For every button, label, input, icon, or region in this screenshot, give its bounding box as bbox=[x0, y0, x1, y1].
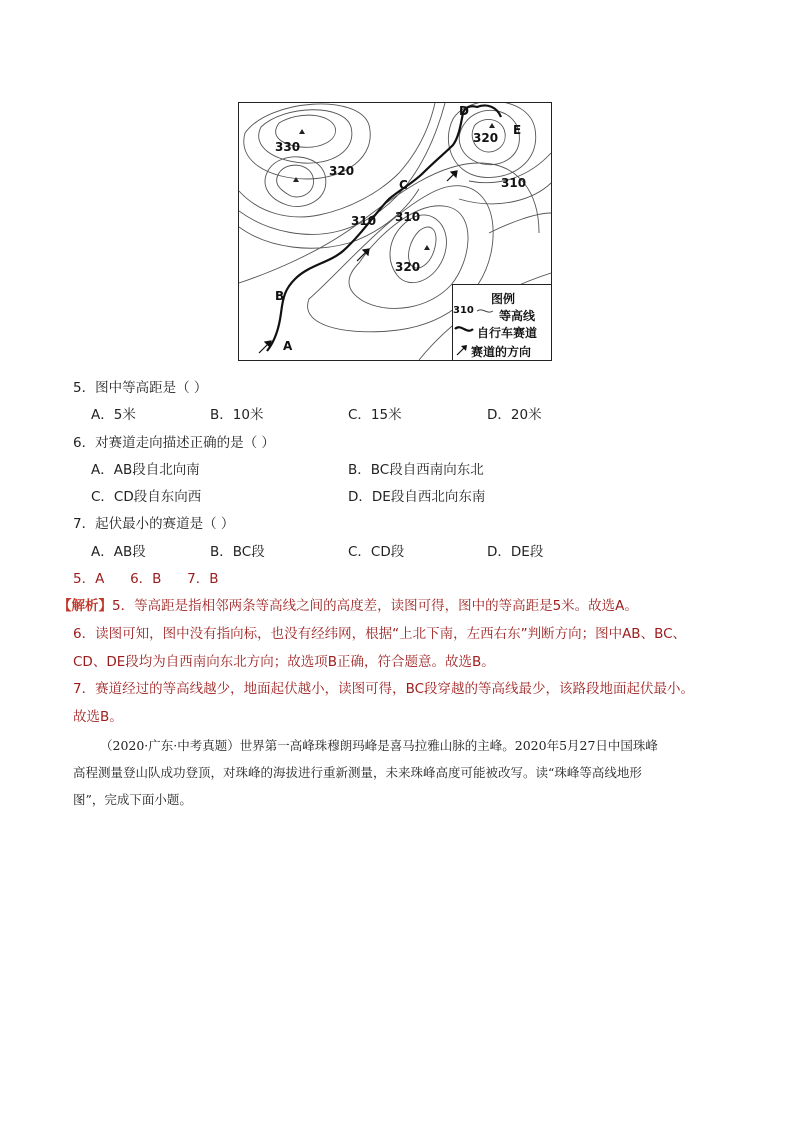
legend-contour-label: 等高线 bbox=[499, 309, 536, 323]
legend-direction-label: 赛道的方向 bbox=[471, 345, 532, 359]
contour-label-320: 320 bbox=[329, 164, 355, 178]
question-7-stem: 7．起伏最小的赛道是（ ） bbox=[73, 516, 235, 532]
question-5-option-b: B．10米 bbox=[210, 407, 264, 423]
question-6-option-c: C．CD段自东向西 bbox=[91, 489, 202, 505]
contour-map-figure bbox=[238, 102, 552, 361]
question-6-option-d: D．DE段自西北向东南 bbox=[348, 489, 486, 505]
next-intro-line-2: 高程测量登山队成功登顶，对珠峰的海拔进行重新测量，未来珠峰高度可能被改写。读“珠峰等高线地形 bbox=[73, 765, 642, 780]
question-7-option-b: B．BC段 bbox=[210, 544, 265, 560]
map-legend bbox=[452, 284, 551, 360]
legend-route-label: 自行车赛道 bbox=[477, 326, 538, 340]
question-6-stem: 6．对赛道走向描述正确的是（ ） bbox=[73, 435, 275, 451]
question-5-option-c: C．15米 bbox=[348, 407, 402, 423]
question-7-option-c: C．CD段 bbox=[348, 544, 405, 560]
question-6-option-b: B．BC段自西南向东北 bbox=[348, 462, 484, 478]
next-intro-line-1: （2020·广东·中考真题）世界第一高峰珠穆朗玛峰是喜马拉雅山脉的主峰。2020年5月27日中国珠峰 bbox=[100, 738, 658, 753]
analysis-line-3: CD、DE段均为自西南向东北方向；故选项B正确，符合题意。故选B。 bbox=[73, 654, 495, 670]
route-point-e: E bbox=[513, 123, 522, 137]
route-point-b: B bbox=[275, 289, 285, 303]
analysis-line-4: 7．赛道经过的等高线越少，地面起伏越小，读图可得，BC段穿越的等高线最少，该路段地面起伏最小。 bbox=[73, 681, 695, 697]
analysis-line-5: 故选B。 bbox=[73, 709, 123, 725]
route-point-d: D bbox=[459, 104, 469, 118]
question-7-option-a: A．AB段 bbox=[91, 544, 146, 560]
legend-title: 图例 bbox=[491, 292, 516, 306]
analysis-text: 5．等高距是指相邻两条等高线之间的高度差，读图可得，图中的等高距是5米。故选A。 bbox=[112, 598, 638, 614]
contour-label-310: 310 bbox=[351, 214, 377, 228]
contour-label-320: 320 bbox=[395, 260, 421, 274]
contour-label-310: 310 bbox=[395, 210, 421, 224]
question-7-option-d: D．DE段 bbox=[487, 544, 544, 560]
analysis-line-2: 6．读图可知，图中没有指向标，也没有经纬网，根据“上北下南，左西右东”判断方向；图中AB、BC、 bbox=[73, 626, 687, 642]
contour-label-310: 310 bbox=[501, 176, 527, 190]
question-5-option-a: A．5米 bbox=[91, 407, 136, 423]
question-5-option-d: D．20米 bbox=[487, 407, 542, 423]
question-5-stem: 5．图中等高距是（ ） bbox=[73, 380, 208, 396]
contour-label-320: 320 bbox=[473, 131, 499, 145]
analysis-line-1 bbox=[58, 600, 638, 614]
legend-contour-value: 310 bbox=[453, 305, 474, 316]
analysis-tag: 【解析】 bbox=[58, 598, 112, 614]
answer-key: 5．A 6．B 7．B bbox=[73, 571, 219, 587]
route-point-a: A bbox=[283, 339, 293, 353]
route-point-c: C bbox=[399, 178, 408, 192]
next-intro-line-3: 图”，完成下面小题。 bbox=[73, 792, 192, 807]
contour-label-330: 330 bbox=[275, 140, 301, 154]
question-6-option-a: A．AB段自北向南 bbox=[91, 462, 200, 478]
